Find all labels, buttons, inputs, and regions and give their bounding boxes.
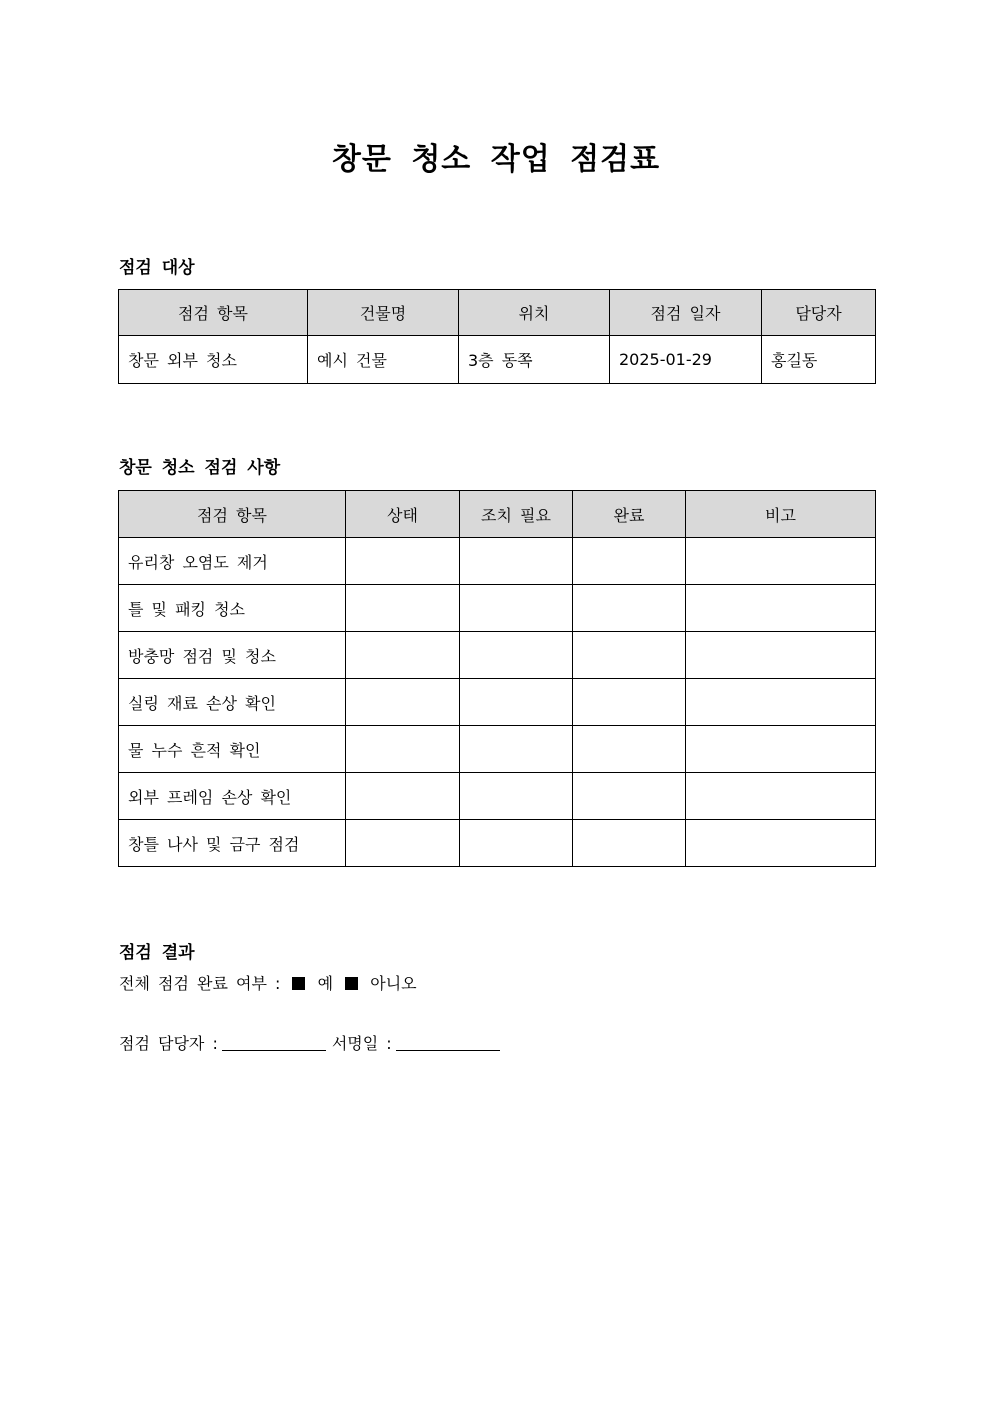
table-row <box>119 820 876 867</box>
remarks-cell[interactable] <box>686 773 876 820</box>
inspector-label: 점검 담당자 : <box>119 1034 218 1053</box>
remarks-cell[interactable] <box>686 632 876 679</box>
table-row <box>119 726 876 773</box>
sign-date-blank-field[interactable] <box>396 1036 500 1051</box>
column-header: 위치 <box>459 290 610 336</box>
action-needed-cell[interactable] <box>460 820 573 867</box>
status-cell[interactable] <box>346 538 460 585</box>
action-needed-cell[interactable] <box>460 726 573 773</box>
yes-checkbox-icon[interactable] <box>292 977 305 990</box>
target-table <box>118 289 876 384</box>
no-checkbox-icon[interactable] <box>345 977 358 990</box>
completed-cell[interactable] <box>573 632 686 679</box>
column-header: 점검 항목 <box>119 491 346 538</box>
column-header: 조치 필요 <box>460 491 573 538</box>
column-header: 건물명 <box>308 290 459 336</box>
column-header: 비고 <box>686 491 876 538</box>
remarks-cell[interactable] <box>686 726 876 773</box>
target-section-heading: 점검 대상 <box>119 258 195 278</box>
column-header: 점검 일자 <box>610 290 762 336</box>
status-cell[interactable] <box>346 632 460 679</box>
status-cell[interactable] <box>346 773 460 820</box>
column-header: 완료 <box>573 491 686 538</box>
person-in-charge-cell: 홍길동 <box>762 336 876 384</box>
action-needed-cell[interactable] <box>460 585 573 632</box>
remarks-cell[interactable] <box>686 538 876 585</box>
sign-date-label: 서명일 : <box>331 1034 392 1053</box>
table-row <box>119 336 876 384</box>
completed-cell[interactable] <box>573 820 686 867</box>
checklist-table <box>118 490 876 867</box>
completed-cell[interactable] <box>573 726 686 773</box>
completion-label: 전체 점검 완료 여부 : <box>119 974 281 993</box>
yes-option-label: 예 <box>317 974 334 993</box>
table-row <box>119 538 876 585</box>
table-row <box>119 773 876 820</box>
building-name-cell: 예시 건물 <box>308 336 459 384</box>
completed-cell[interactable] <box>573 585 686 632</box>
remarks-cell[interactable] <box>686 820 876 867</box>
check-item-label: 틀 및 패킹 청소 <box>119 585 346 632</box>
table-row <box>119 632 876 679</box>
status-cell[interactable] <box>346 820 460 867</box>
column-header: 담당자 <box>762 290 876 336</box>
table-row <box>119 679 876 726</box>
signature-line <box>119 1031 506 1054</box>
table-header-row <box>119 290 876 336</box>
document-title: 창문 청소 작업 점검표 <box>331 142 661 177</box>
check-item-label: 외부 프레임 손상 확인 <box>119 773 346 820</box>
check-item-label: 창틀 나사 및 금구 점검 <box>119 820 346 867</box>
column-header: 점검 항목 <box>119 290 308 336</box>
status-cell[interactable] <box>346 679 460 726</box>
action-needed-cell[interactable] <box>460 632 573 679</box>
table-header-row <box>119 491 876 538</box>
remarks-cell[interactable] <box>686 585 876 632</box>
table-row <box>119 585 876 632</box>
check-item-label: 방충망 점검 및 청소 <box>119 632 346 679</box>
inspector-blank-field[interactable] <box>222 1036 326 1051</box>
completion-line <box>119 971 417 994</box>
status-cell[interactable] <box>346 726 460 773</box>
check-item-label: 유리창 오염도 제거 <box>119 538 346 585</box>
action-needed-cell[interactable] <box>460 679 573 726</box>
no-option-label: 아니오 <box>370 974 417 993</box>
check-section-heading: 창문 청소 점검 사항 <box>119 458 281 478</box>
result-section-heading: 점검 결과 <box>119 943 195 963</box>
inspection-date-cell: 2025-01-29 <box>610 336 762 384</box>
column-header: 상태 <box>346 491 460 538</box>
remarks-cell[interactable] <box>686 679 876 726</box>
completed-cell[interactable] <box>573 538 686 585</box>
completed-cell[interactable] <box>573 679 686 726</box>
check-item-label: 실링 재료 손상 확인 <box>119 679 346 726</box>
action-needed-cell[interactable] <box>460 773 573 820</box>
location-cell: 3층 동쪽 <box>459 336 610 384</box>
check-item-label: 물 누수 흔적 확인 <box>119 726 346 773</box>
inspection-item-cell: 창문 외부 청소 <box>119 336 308 384</box>
action-needed-cell[interactable] <box>460 538 573 585</box>
completed-cell[interactable] <box>573 773 686 820</box>
status-cell[interactable] <box>346 585 460 632</box>
